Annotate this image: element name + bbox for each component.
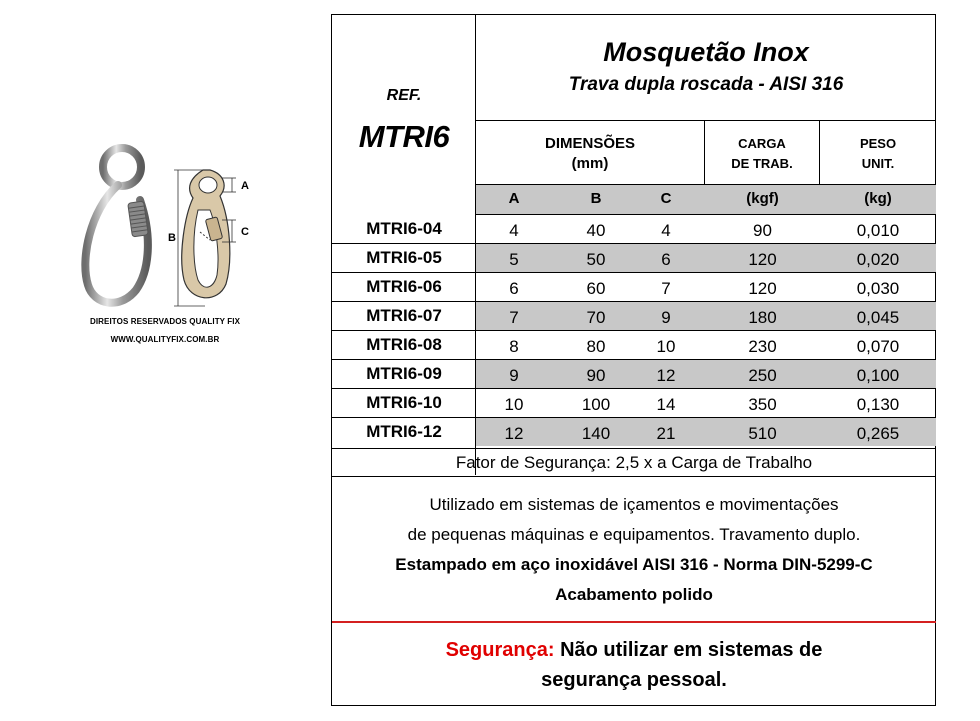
cell-c: 10 <box>656 337 676 356</box>
product-illustration <box>60 140 280 340</box>
cell-a: 10 <box>504 395 524 414</box>
cell-a: 12 <box>504 424 524 443</box>
row-code: MTRI6-09 <box>366 364 442 383</box>
header-dimensions <box>476 121 705 185</box>
cell-b: 100 <box>581 395 611 414</box>
cell-a: 7 <box>509 308 519 327</box>
cell-kgf: 350 <box>748 395 777 414</box>
cell-c: 12 <box>656 366 676 385</box>
cell-a: 8 <box>509 337 519 356</box>
header-unit-weight-line2: UNIT. <box>861 156 895 171</box>
header-dimensions-line1: DIMENSÕES <box>544 135 635 152</box>
cell-b: 40 <box>586 221 606 240</box>
table-row <box>332 302 936 331</box>
cell-b: 60 <box>586 279 606 298</box>
ref-code: MTRI6 <box>358 119 450 154</box>
header-working-load <box>705 121 820 185</box>
cell-b: 70 <box>586 308 606 327</box>
cell-a: 4 <box>509 221 519 240</box>
table-row <box>332 244 936 273</box>
dim-label-c: C <box>241 226 249 238</box>
description-material: Estampado em aço inoxidável AISI 316 - Norma DIN-5299-C <box>395 555 873 574</box>
row-code: MTRI6-04 <box>366 219 442 238</box>
product-description <box>332 476 936 621</box>
cell-c: 21 <box>656 424 676 443</box>
spec-table-body <box>332 215 936 447</box>
cell-kg: 0,070 <box>856 337 900 356</box>
row-code: MTRI6-10 <box>366 393 442 412</box>
row-code: MTRI6-08 <box>366 335 442 354</box>
safety-text-line1: Não utilizar em sistemas de <box>554 639 823 661</box>
header-working-load-line2: DE TRAB. <box>731 156 793 171</box>
copyright-line: DIREITOS RESERVADOS QUALITY FIX <box>89 317 241 326</box>
table-row <box>332 273 936 302</box>
table-row <box>332 389 936 418</box>
product-subtitle: Trava dupla roscada - AISI 316 <box>568 74 844 95</box>
unit-kgf: (kgf) <box>746 190 779 207</box>
safety-factor: Fator de Segurança: 2,5 x a Carga de Trabalho <box>332 448 936 476</box>
cell-kg: 0,045 <box>856 308 900 327</box>
unit-b: B <box>590 190 602 207</box>
description-line2: de pequenas máquinas e equipamentos. Travamento duplo. <box>407 525 861 544</box>
unit-a: A <box>508 190 520 207</box>
header-unit-weight-line1: PESO <box>859 136 897 151</box>
row-code: MTRI6-06 <box>366 277 442 296</box>
spec-sheet <box>331 14 936 706</box>
cell-kg: 0,010 <box>856 221 900 240</box>
cell-a: 5 <box>509 250 519 269</box>
cell-b: 50 <box>586 250 606 269</box>
cell-a: 9 <box>509 366 519 385</box>
cell-kgf: 510 <box>748 424 777 443</box>
website-line: WWW.QUALITYFIX.COM.BR <box>110 335 220 344</box>
unit-kg: (kg) <box>864 190 892 207</box>
table-row <box>332 215 936 244</box>
ref-label: REF. <box>386 87 422 104</box>
cell-kgf: 120 <box>748 250 777 269</box>
description-line1: Utilizado em sistemas de içamentos e movimentações <box>429 495 839 514</box>
units-row <box>476 185 936 215</box>
cell-kgf: 90 <box>753 221 772 240</box>
cell-c: 6 <box>661 250 671 269</box>
cell-c: 7 <box>661 279 671 298</box>
title-cell <box>476 15 936 121</box>
dim-label-b: B <box>168 232 176 244</box>
cell-c: 4 <box>661 221 671 240</box>
cell-a: 6 <box>509 279 519 298</box>
copyright-notice <box>70 313 260 349</box>
header-working-load-line1: CARGA <box>738 136 786 151</box>
safety-warning <box>332 621 936 707</box>
row-code: MTRI6-07 <box>366 306 442 325</box>
table-row <box>332 418 936 447</box>
cell-kgf: 250 <box>748 366 777 385</box>
description-finish: Acabamento polido <box>555 585 713 604</box>
table-row <box>332 360 936 389</box>
table-row <box>332 331 936 360</box>
cell-kg: 0,020 <box>856 250 900 269</box>
cell-kg: 0,265 <box>856 424 900 443</box>
cell-b: 140 <box>581 424 611 443</box>
cell-kg: 0,030 <box>856 279 900 298</box>
header-unit-weight <box>820 121 936 185</box>
snap-hook-image <box>60 140 280 340</box>
unit-c: C <box>660 190 672 207</box>
cell-b: 90 <box>586 366 606 385</box>
safety-label: Segurança: <box>445 639 555 661</box>
product-title: Mosquetão Inox <box>603 37 809 67</box>
cell-kgf: 180 <box>748 308 777 327</box>
dim-label-a: A <box>241 180 249 192</box>
cell-kg: 0,100 <box>856 366 900 385</box>
safety-text-line2: segurança pessoal. <box>541 669 727 691</box>
cell-c: 9 <box>661 308 671 327</box>
row-code: MTRI6-12 <box>366 422 442 441</box>
cell-b: 80 <box>586 337 606 356</box>
cell-kg: 0,130 <box>856 395 900 414</box>
cell-c: 14 <box>656 395 676 414</box>
header-dimensions-line2: (mm) <box>571 155 609 172</box>
cell-kgf: 230 <box>748 337 777 356</box>
cell-kgf: 120 <box>748 279 777 298</box>
row-code: MTRI6-05 <box>366 248 442 267</box>
